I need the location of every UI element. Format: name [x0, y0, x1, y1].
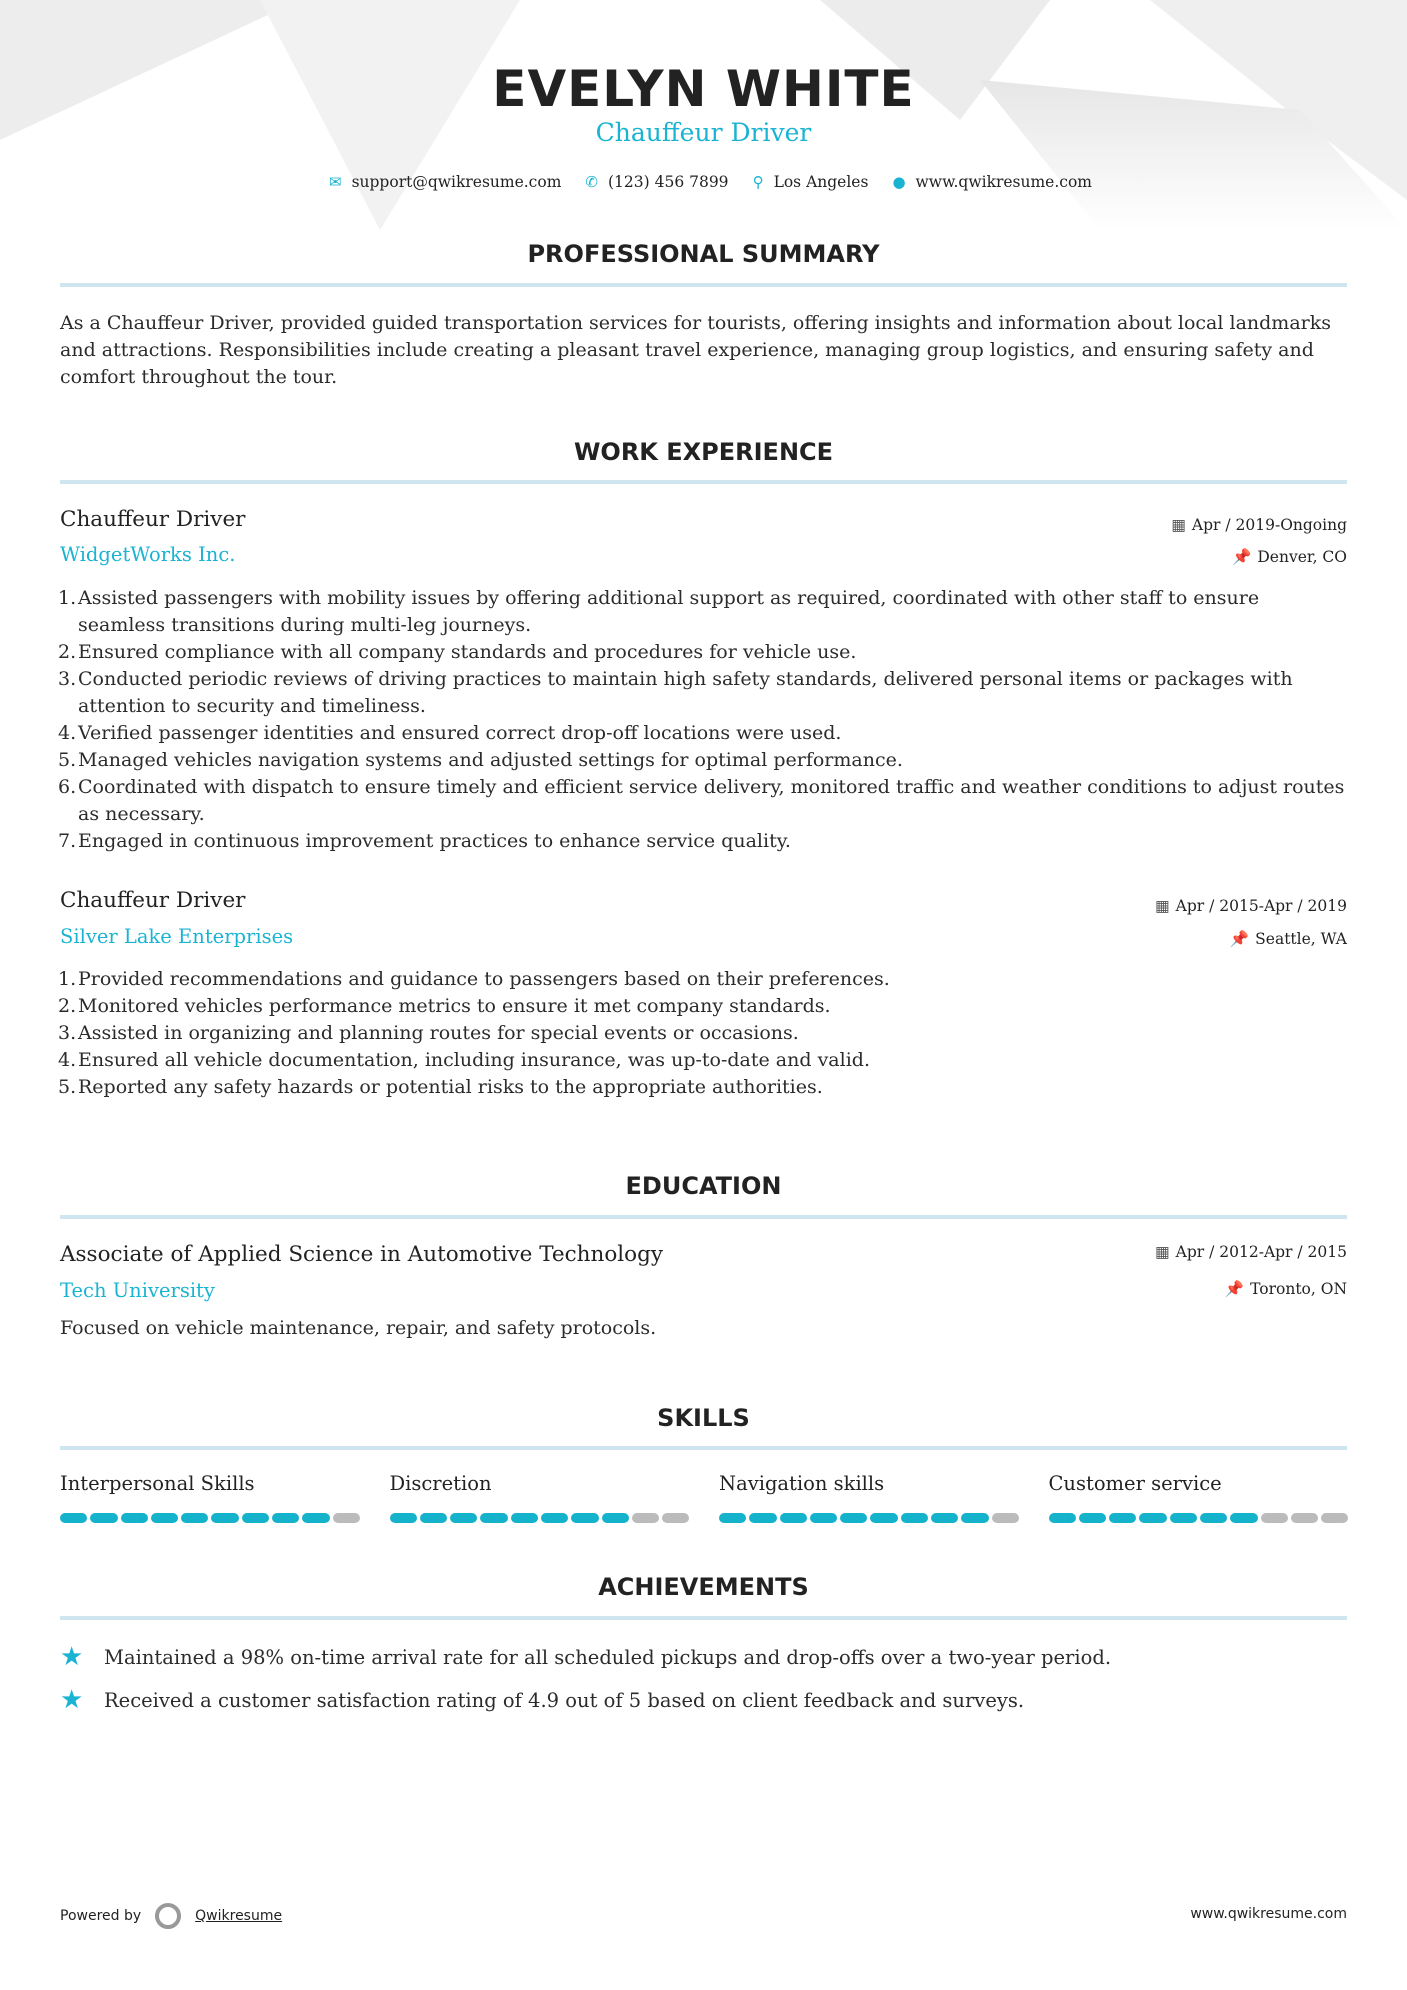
skill-level-segment: [1170, 1513, 1197, 1523]
skill-name: Discretion: [389, 1472, 492, 1495]
skill-item: [1049, 1472, 1349, 1523]
skill-level-segment: [121, 1513, 148, 1523]
skill-level-segment: [151, 1513, 178, 1523]
calendar-icon: ▦: [1171, 516, 1186, 534]
skill-level-segment: [333, 1513, 360, 1523]
skill-level-segment: [749, 1513, 776, 1523]
skill-item: [60, 1472, 360, 1523]
location-pin-icon: ⚲: [752, 173, 764, 191]
phone-icon: ✆: [585, 173, 598, 191]
location: Los Angeles: [773, 173, 869, 191]
bullet-item: [58, 1047, 1350, 1074]
candidate-name: EVELYN WHITE: [492, 60, 915, 118]
footer-left: [60, 1903, 282, 1929]
skill-level-bar: [719, 1513, 1019, 1523]
bullet-text: Engaged in continuous improvement practices to enhance service quality.: [78, 830, 791, 852]
skill-level-segment: [1139, 1513, 1166, 1523]
bullet-text: Provided recommendations and guidance to passengers based on their preferences.: [78, 968, 890, 990]
divider: [60, 1446, 1347, 1450]
location-text: Seattle, WA: [1255, 930, 1347, 948]
skill-level-segment: [992, 1513, 1019, 1523]
powered-by-label: Powered by: [60, 1908, 142, 1924]
bullet-number: 4.: [58, 722, 77, 744]
skill-level-segment: [931, 1513, 958, 1523]
pin-icon: 📌: [1232, 548, 1252, 566]
bullet-item: [58, 1074, 1350, 1101]
job-dates: [1155, 897, 1347, 915]
skill-level-segment: [60, 1513, 87, 1523]
achievement-item: [60, 1685, 1024, 1715]
achievement-text: Received a customer satisfaction rating of 4.9 out of 5 based on client feedback and surveys.: [104, 1688, 1025, 1712]
job-company: Silver Lake Enterprises: [60, 925, 294, 948]
achievement-item: [60, 1642, 1111, 1672]
bullet-number: 4.: [58, 1049, 77, 1071]
bullet-number: 1.: [58, 587, 77, 609]
email-icon: ✉: [329, 173, 342, 191]
skill-level-segment: [1291, 1513, 1318, 1523]
divider: [60, 283, 1347, 287]
bullet-text: Managed vehicles navigation systems and adjusted settings for optimal performance.: [78, 749, 903, 771]
dates-text: Apr / 2019-Ongoing: [1191, 516, 1347, 534]
skill-level-segment: [390, 1513, 417, 1523]
bullet-text: Coordinated with dispatch to ensure timely and efficient service delivery, monitored traffic and weather conditions to adjust routes as necessary.: [78, 776, 1345, 825]
skill-level-segment: [1230, 1513, 1257, 1523]
bullet-number: 5.: [58, 1076, 77, 1098]
education-location: [1225, 1280, 1347, 1298]
bullet-number: 2.: [58, 641, 77, 663]
divider: [60, 1616, 1347, 1620]
brand-link[interactable]: Qwikresume: [195, 1908, 283, 1924]
skill-level-segment: [181, 1513, 208, 1523]
bullet-text: Verified passenger identities and ensured correct drop-off locations were used.: [78, 722, 842, 744]
skill-level-segment: [840, 1513, 867, 1523]
skill-level-bar: [1049, 1513, 1349, 1523]
skill-level-segment: [780, 1513, 807, 1523]
skill-level-segment: [632, 1513, 659, 1523]
skill-item: [390, 1472, 690, 1523]
section-heading-experience: WORK EXPERIENCE: [573, 438, 834, 466]
location-text: Toronto, ON: [1250, 1280, 1347, 1298]
bullet-item: [58, 747, 1350, 774]
education-description: Focused on vehicle maintenance, repair, and safety protocols.: [60, 1317, 657, 1339]
skill-level-segment: [302, 1513, 329, 1523]
bullet-text: Ensured all vehicle documentation, including insurance, was up-to-date and valid.: [78, 1049, 870, 1071]
star-icon: ★: [60, 1642, 84, 1672]
star-icon: ★: [60, 1685, 84, 1715]
bullet-item: [58, 1020, 1350, 1047]
skill-level-segment: [420, 1513, 447, 1523]
skill-level-segment: [272, 1513, 299, 1523]
summary-text: As a Chauffeur Driver, provided guided transportation services for tourists, offering insights and information about local landmarks and attractions. Responsibilities include creating a pleasant travel experience, managing group logistics, and ensuring safety and comfort throughout the tour.: [60, 312, 1331, 388]
bullet-text: Monitored vehicles performance metrics to ensure it met company standards.: [78, 995, 831, 1017]
dates-text: Apr / 2015-Apr / 2019: [1175, 897, 1347, 915]
globe-icon: ●: [892, 173, 906, 191]
bullet-number: 3.: [58, 668, 77, 690]
skill-level-segment: [211, 1513, 238, 1523]
footer-website[interactable]: www.qwikresume.com: [1190, 1906, 1347, 1922]
skill-name: Interpersonal Skills: [60, 1472, 255, 1495]
job-bullets: [58, 585, 1350, 855]
bullet-text: Reported any safety hazards or potential risks to the appropriate authorities.: [78, 1076, 823, 1098]
skill-level-segment: [90, 1513, 117, 1523]
bullet-item: [58, 666, 1350, 720]
job-dates: [1171, 516, 1347, 534]
bullet-number: 6.: [58, 776, 77, 798]
location-text: Denver, CO: [1257, 548, 1347, 566]
bullet-item: [58, 966, 1350, 993]
section-heading-achievements: ACHIEVEMENTS: [598, 1573, 809, 1601]
skill-level-segment: [1109, 1513, 1136, 1523]
calendar-icon: ▦: [1155, 897, 1170, 915]
bullet-item: [58, 639, 1350, 666]
skill-level-segment: [242, 1513, 269, 1523]
bullet-text: Conducted periodic reviews of driving practices to maintain high safety standards, delivered personal items or packages with attention to security and timeliness.: [78, 668, 1293, 717]
job-title: Chauffeur Driver: [60, 888, 246, 913]
skill-name: Navigation skills: [719, 1472, 885, 1495]
job-location: [1232, 548, 1347, 566]
section-heading-education: EDUCATION: [625, 1172, 782, 1200]
bullet-number: 1.: [58, 968, 77, 990]
degree: Associate of Applied Science in Automotive Technology: [60, 1242, 664, 1267]
section-heading-skills: SKILLS: [657, 1404, 750, 1432]
skill-level-segment: [1321, 1513, 1348, 1523]
bullet-item: [58, 585, 1350, 639]
contact-bar: [0, 173, 1407, 191]
phone: (123) 456 7899: [607, 173, 729, 191]
skill-level-segment: [480, 1513, 507, 1523]
bullet-number: 3.: [58, 1022, 77, 1044]
achievement-text: Maintained a 98% on-time arrival rate for all scheduled pickups and drop-offs over a two-year period.: [104, 1645, 1112, 1669]
section-heading-summary: PROFESSIONAL SUMMARY: [527, 240, 880, 268]
dates-text: Apr / 2012-Apr / 2015: [1175, 1243, 1347, 1261]
skill-level-segment: [662, 1513, 689, 1523]
bullet-item: [58, 828, 1350, 855]
job-company: WidgetWorks Inc.: [60, 543, 236, 566]
divider: [60, 1215, 1347, 1219]
pin-icon: 📌: [1224, 1280, 1245, 1298]
skill-level-segment: [1261, 1513, 1288, 1523]
bullet-text: Assisted in organizing and planning routes for special events or occasions.: [78, 1022, 799, 1044]
job-bullets: [58, 966, 1350, 1101]
skill-level-segment: [810, 1513, 837, 1523]
skill-item: [719, 1472, 1019, 1523]
skill-level-segment: [961, 1513, 988, 1523]
bullet-item: [58, 720, 1350, 747]
skill-level-segment: [1049, 1513, 1076, 1523]
website[interactable]: www.qwikresume.com: [915, 173, 1092, 191]
skill-level-segment: [541, 1513, 568, 1523]
email[interactable]: support@qwikresume.com: [351, 173, 562, 191]
skill-level-bar: [390, 1513, 690, 1523]
skill-name: Customer service: [1048, 1472, 1222, 1495]
qwikresume-logo-icon: [155, 1903, 181, 1929]
divider: [60, 480, 1347, 484]
skill-level-segment: [719, 1513, 746, 1523]
bullet-number: 7.: [58, 830, 77, 852]
education-dates: [1155, 1243, 1347, 1261]
skill-level-segment: [450, 1513, 477, 1523]
job-location: [1230, 930, 1347, 948]
bullet-number: 2.: [58, 995, 77, 1017]
bullet-text: Assisted passengers with mobility issues by offering additional support as required, coordinated with other staff to ensure seamless transitions during multi-leg journeys.: [78, 587, 1260, 636]
bullet-text: Ensured compliance with all company standards and procedures for vehicle use.: [78, 641, 857, 663]
skill-level-segment: [571, 1513, 598, 1523]
skill-level-bar: [60, 1513, 360, 1523]
skill-level-segment: [901, 1513, 928, 1523]
calendar-icon: ▦: [1155, 1243, 1170, 1261]
school: Tech University: [60, 1279, 215, 1302]
job-title: Chauffeur Driver: [60, 507, 246, 532]
skill-level-segment: [602, 1513, 629, 1523]
candidate-title: Chauffeur Driver: [595, 118, 812, 147]
pin-icon: 📌: [1229, 930, 1250, 948]
skill-level-segment: [1200, 1513, 1227, 1523]
bullet-number: 5.: [58, 749, 77, 771]
skill-level-segment: [1079, 1513, 1106, 1523]
bullet-item: [58, 774, 1350, 828]
skill-level-segment: [511, 1513, 538, 1523]
skill-level-segment: [870, 1513, 897, 1523]
bullet-item: [58, 993, 1350, 1020]
